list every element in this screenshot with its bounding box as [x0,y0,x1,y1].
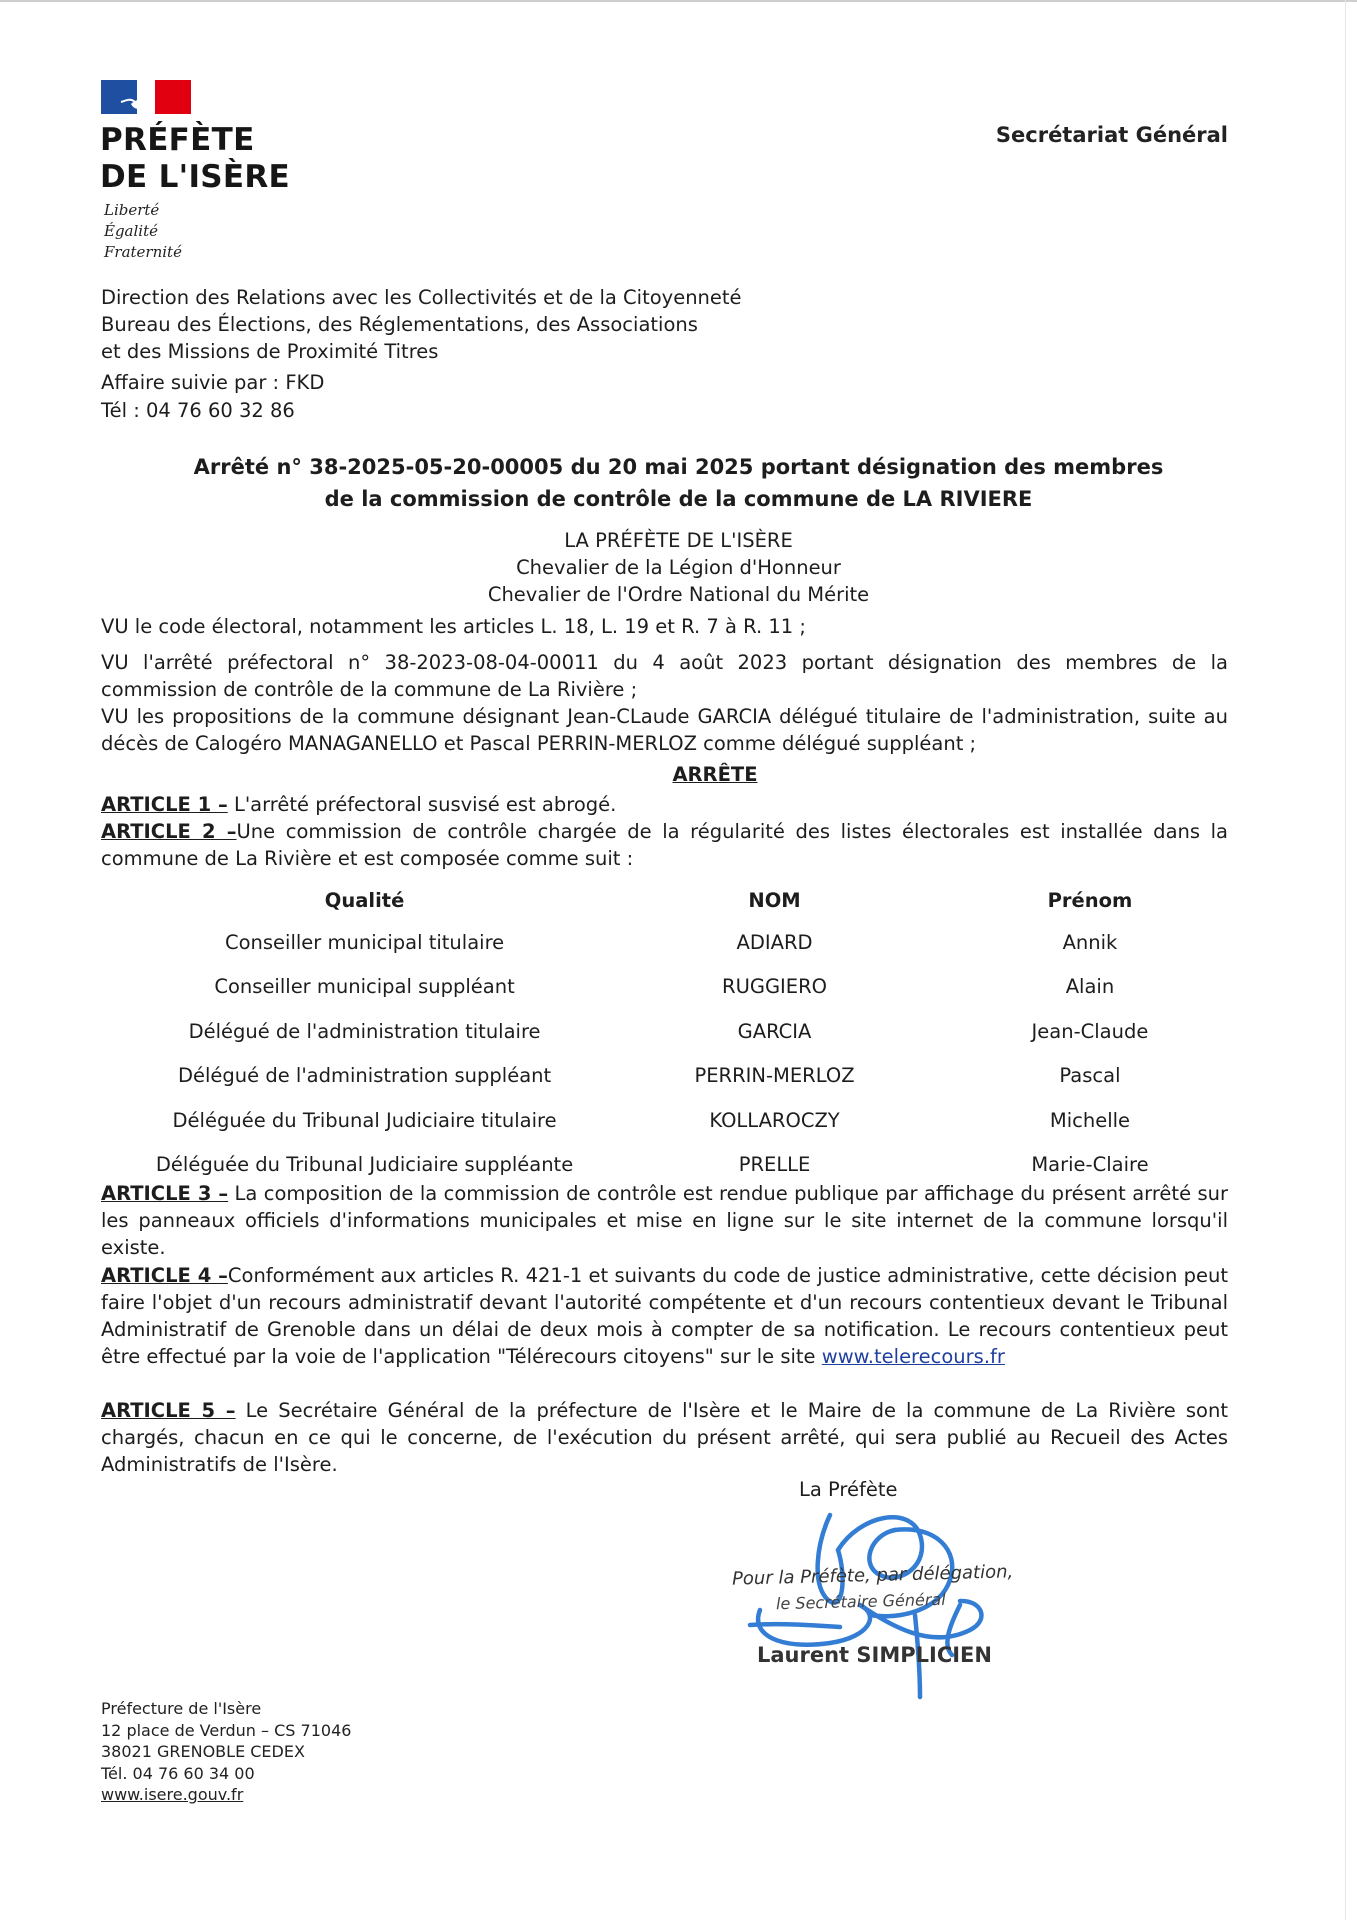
footer-line: Préfecture de l'Isère [101,1699,262,1718]
article-4 [101,1262,1228,1370]
article-5-text: Le Secrétaire Général de la préfecture de l'Isère et le Maire de la commune de La Rivière sont chargés, chacun en ce qui le concerne, de l'exécution du présent arrêté, qui sera publié au Recueil des Actes Administratifs de l'Isère. [101,1399,1228,1476]
commission-members-table [100,880,1260,1187]
header-qualite: Qualité [324,888,405,912]
article-5-label: ARTICLE 5 – [101,1399,236,1422]
cell-qualite: Déléguée du Tribunal Judiciaire titulaire [172,1108,557,1132]
article-3-label: ARTICLE 3 – [101,1182,229,1205]
scan-edge-right [1345,0,1346,1920]
article-1-label: ARTICLE 1 – [101,793,228,816]
secretariat-heading: Secrétariat Général [995,123,1228,147]
signatory-name: Laurent SIMPLICIEN [757,1643,992,1667]
table-header-row [100,880,1260,920]
contact-phone: Tél : 04 76 60 32 86 [101,399,295,422]
republic-motto [104,200,182,263]
footer-line: 38021 GRENOBLE CEDEX [101,1742,305,1761]
table-row [100,965,1260,1010]
decree-title [100,451,1257,515]
article-2 [101,818,1228,872]
service-line: Bureau des Élections, des Réglementations, des Associations [101,313,698,336]
article-4-text: Conformément aux articles R. 421-1 et suivants du code de justice administrative, cette décision peut faire l'objet d'un recours administratif devant l'autorité compétente et d'un recours contentieux devant le Tribunal Administratif de Grenoble dans un délai de deux mois à compter de sa notification. Le recours contentieux peut être effectué par la voie de l'application "Télérecours citoyens" sur le site [101,1264,1228,1368]
table-row [100,1009,1260,1054]
visa-code-electoral: VU le code électoral, notamment les articles L. 18, L. 19 et R. 7 à R. 11 ; [101,615,806,638]
cell-qualite: Délégué de l'administration suppléant [177,1064,552,1088]
article-2-text: Une commission de contrôle chargée de la régularité des listes électorales est installée dans la commune de La Rivière et est composée comme suit : [101,820,1228,870]
cell-prenom: Michelle [1049,1108,1131,1132]
header-nom: NOM [748,888,801,912]
scan-edge-top [0,0,1357,2]
cell-qualite: Déléguée du Tribunal Judiciaire suppléante [155,1153,574,1177]
arrete-heading: ARRÊTE [672,763,758,786]
signature-label: La Préfète [799,1478,898,1501]
cell-prenom: Marie-Claire [1031,1153,1149,1177]
table-row [100,920,1260,965]
cell-prenom: Pascal [1059,1064,1121,1088]
service-block [101,284,742,365]
stamp-delegation: Pour la Préfète, par délégation, [731,1561,1014,1590]
affaire-suivie: Affaire suivie par : FKD [101,371,325,394]
cell-qualite: Conseiller municipal suppléant [214,975,515,999]
cell-nom: PERRIN-MERLOZ [694,1064,855,1088]
visa-arrete-2023: VU l'arrêté préfectoral n° 38-2023-08-04-00011 du 4 août 2023 portant désignation des membres de la commission de contrôle de la commune de La Rivière ; [101,651,1228,701]
cell-nom: GARCIA [737,1019,812,1043]
article-2-label: ARTICLE 2 – [101,820,237,843]
cell-nom: KOLLAROCZY [709,1108,840,1132]
stamp-secretaire: le Secrétaire Général [775,1589,946,1614]
footer-line: Tél. 04 76 60 34 00 [101,1763,255,1783]
authority-line: Chevalier de la Légion d'Honneur [516,556,841,579]
authority-block [100,527,1257,608]
cell-prenom: Annik [1062,930,1118,954]
visa-propositions: VU les propositions de la commune désignant Jean-CLaude GARCIA délégué titulaire de l'administration, suite au décès de Calogéro MANAGANELLO et Pascal PERRIN-MERLOZ comme délégué suppléant ; [101,705,1228,755]
article-4-label: ARTICLE 4 – [101,1264,228,1287]
brand-line-2: DE L'ISÈRE [100,159,291,195]
motto-liberte: Liberté [104,201,160,219]
cell-qualite: Conseiller municipal titulaire [224,930,505,954]
article-1 [101,791,1228,818]
authority-line: LA PRÉFÈTE DE L'ISÈRE [564,529,793,552]
service-line: Direction des Relations avec les Collectivités et de la Citoyenneté [101,286,742,309]
table-row [100,1098,1260,1143]
title-line-2: de la commission de contrôle de la commune de LA RIVIERE [324,487,1033,511]
visas-block [101,649,1228,757]
article-3 [101,1180,1228,1261]
motto-fraternite: Fraternité [104,243,182,261]
footer-line: 12 place de Verdun – CS 71046 [101,1720,352,1740]
article-1-text: L'arrêté préfectoral susvisé est abrogé. [227,793,617,816]
header-prenom: Prénom [1047,888,1133,912]
article-5 [101,1397,1228,1478]
prefecture-brand [100,122,290,196]
cell-nom: ADIARD [736,930,813,954]
cell-prenom: Jean-Claude [1031,1019,1149,1043]
authority-line: Chevalier de l'Ordre National du Mérite [487,583,870,606]
cell-prenom: Alain [1065,975,1115,999]
service-line: et des Missions de Proximité Titres [101,340,439,363]
contact-block [101,369,324,425]
cell-nom: RUGGIERO [722,975,828,999]
cell-qualite: Délégué de l'administration titulaire [188,1019,541,1043]
article-3-text: La composition de la commission de contrôle est rendue publique par affichage du présent arrêté sur les panneaux officiels d'informations municipales et mise en ligne sur le site internet de la commune lorsqu'il existe. [101,1182,1228,1259]
telerecours-link[interactable]: www.telerecours.fr [821,1345,1005,1368]
table-row [100,1054,1260,1099]
title-line-1: Arrêté n° 38-2025-05-20-00005 du 20 mai 2025 portant désignation des membres [193,455,1164,479]
footer-address [101,1698,351,1806]
cell-nom: PRELLE [738,1153,811,1177]
marianne-flag-logo [101,80,191,114]
footer-website-link[interactable]: www.isere.gouv.fr [101,1785,244,1804]
brand-line-1: PRÉFÈTE [100,122,255,158]
motto-egalite: Égalité [104,222,158,240]
